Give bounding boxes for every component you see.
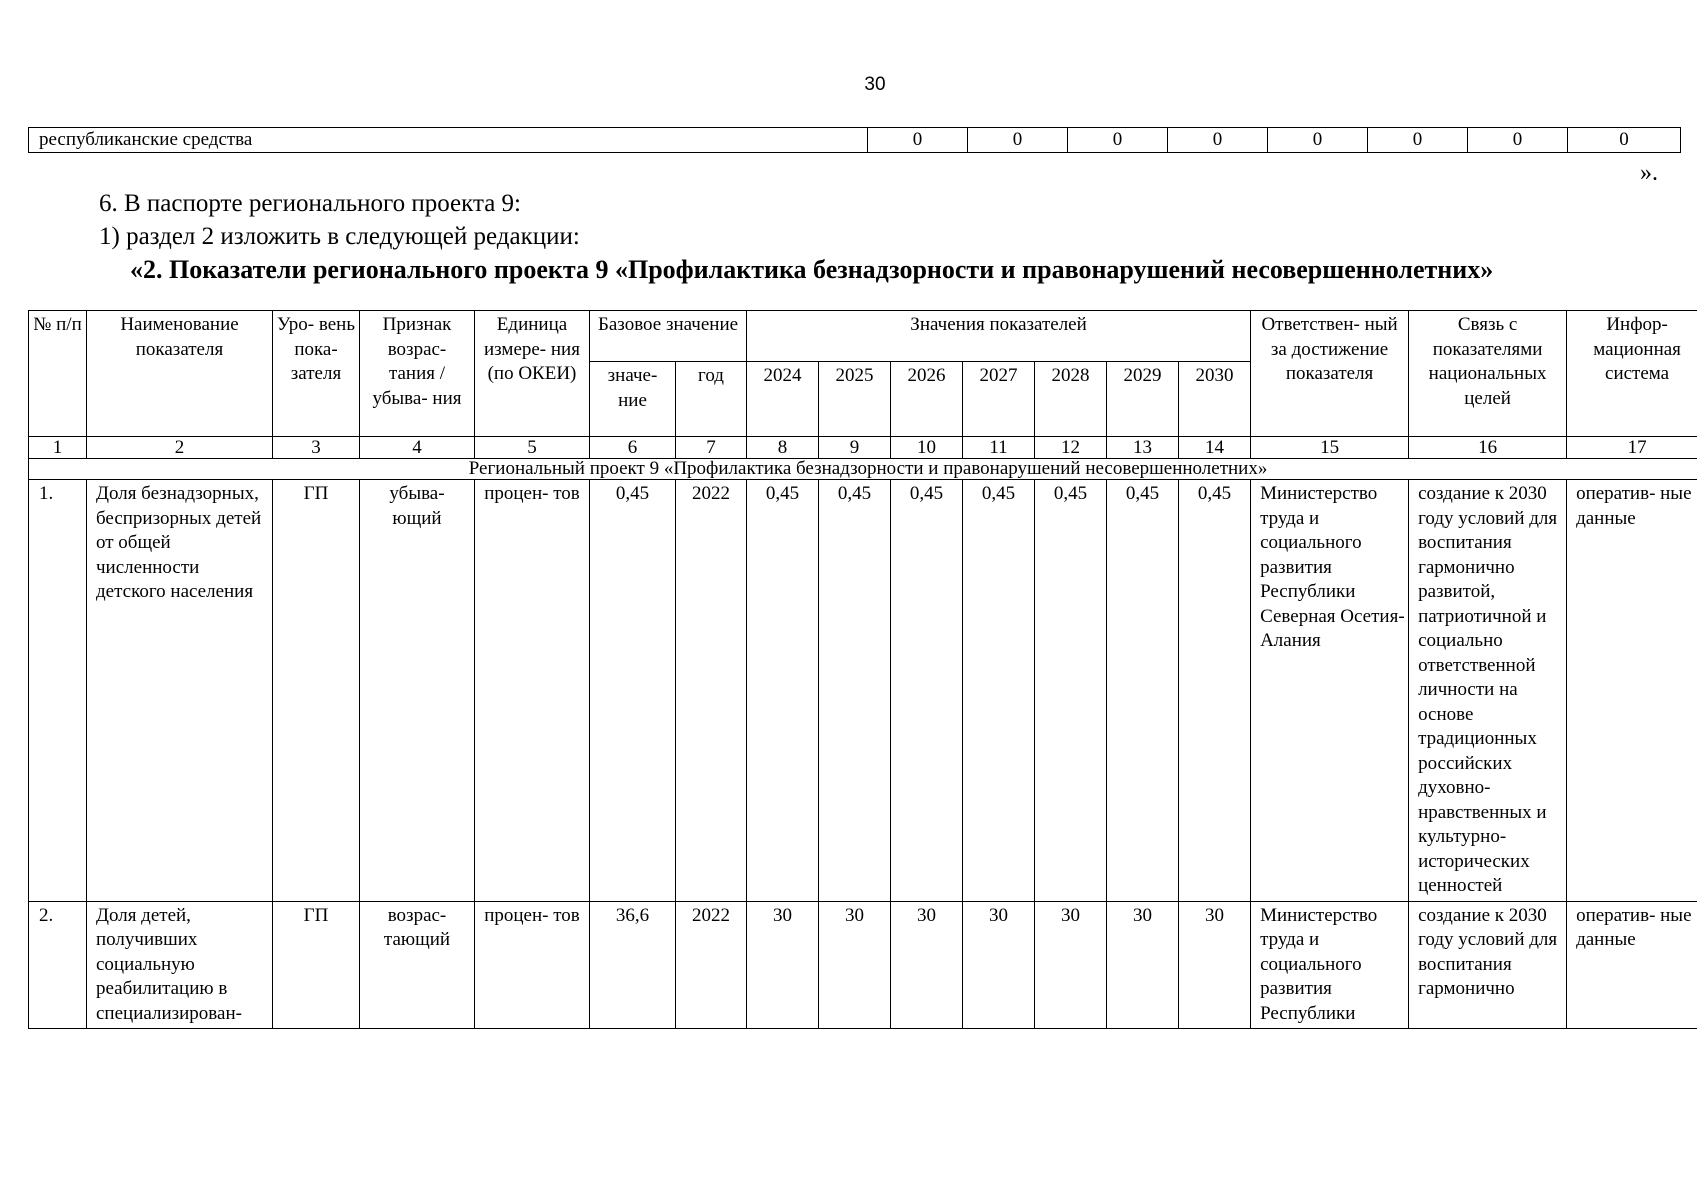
row-value: 30 <box>819 901 891 1029</box>
column-number: 13 <box>1107 437 1179 459</box>
header-name: Наименование показателя <box>87 311 273 437</box>
header-year: 2030 <box>1179 362 1251 437</box>
header-base: Базовое значение <box>590 311 747 362</box>
row-level: ГП <box>273 480 360 902</box>
row-unit: процен- тов <box>475 480 590 902</box>
header-year: 2026 <box>891 362 963 437</box>
row-value: 30 <box>1179 901 1251 1029</box>
funds-value: 0 <box>1268 128 1368 153</box>
column-number: 11 <box>963 437 1035 459</box>
page-number: 30 <box>864 74 886 95</box>
header-level: Уро- вень пока- зателя <box>273 311 360 437</box>
row-unit: процен- тов <box>475 901 590 1029</box>
header-num: № п/п <box>29 311 87 437</box>
row-base-value: 0,45 <box>590 480 676 902</box>
header-row <box>29 311 1697 362</box>
row-name: Доля детей, получивших социальную реабилитацию в специализирован- <box>87 901 273 1029</box>
header-national-goals: Связь с показателями национальных целей <box>1409 311 1567 437</box>
row-value: 30 <box>747 901 819 1029</box>
header-responsible: Ответствен- ный за достижение показателя <box>1251 311 1409 437</box>
header-base-year: год <box>676 362 747 437</box>
header-info-system: Инфор- мационная система <box>1567 311 1697 437</box>
row-value: 0,45 <box>1107 480 1179 902</box>
closing-quote: ». <box>1640 160 1658 186</box>
column-number: 8 <box>747 437 819 459</box>
funds-value: 0 <box>868 128 968 153</box>
funds-label: республиканские средства <box>29 128 868 153</box>
row-info-system: оператив- ные данные <box>1567 901 1697 1029</box>
row-value: 0,45 <box>1035 480 1107 902</box>
column-number: 6 <box>590 437 676 459</box>
funds-value: 0 <box>1368 128 1468 153</box>
row-national-goals: создание к 2030 году условий для воспитания гармонично <box>1409 901 1567 1029</box>
funds-table <box>28 127 1681 153</box>
funds-value: 0 <box>968 128 1068 153</box>
header-trend: Признак возрас- тания / убыва- ния <box>360 311 475 437</box>
row-value: 30 <box>891 901 963 1029</box>
header-year: 2029 <box>1107 362 1179 437</box>
column-number: 3 <box>273 437 360 459</box>
row-value: 30 <box>1035 901 1107 1029</box>
column-number: 14 <box>1179 437 1251 459</box>
column-number: 2 <box>87 437 273 459</box>
row-trend: убыва- ющий <box>360 480 475 902</box>
table-row <box>29 901 1697 1029</box>
header-year: 2027 <box>963 362 1035 437</box>
row-value: 0,45 <box>1179 480 1251 902</box>
column-number: 16 <box>1409 437 1567 459</box>
row-value: 0,45 <box>747 480 819 902</box>
row-num: 2. <box>29 901 87 1029</box>
row-value: 0,45 <box>819 480 891 902</box>
row-base-year: 2022 <box>676 901 747 1029</box>
row-value: 0,45 <box>963 480 1035 902</box>
column-number: 12 <box>1035 437 1107 459</box>
header-year: 2024 <box>747 362 819 437</box>
column-number: 10 <box>891 437 963 459</box>
paragraph-1: 1) раздел 2 изложить в следующей редакции: <box>99 223 580 250</box>
funds-value: 0 <box>1168 128 1268 153</box>
table-row <box>29 480 1697 902</box>
row-value: 0,45 <box>891 480 963 902</box>
row-info-system: оператив- ные данные <box>1567 480 1697 902</box>
header-year: 2028 <box>1035 362 1107 437</box>
row-num: 1. <box>29 480 87 902</box>
header-year: 2025 <box>819 362 891 437</box>
paragraph-6: 6. В паспорте регионального проекта 9: <box>99 190 521 217</box>
column-numbers-row <box>29 437 1697 459</box>
row-level: ГП <box>273 901 360 1029</box>
row-national-goals: создание к 2030 году условий для воспитания гармонично развитой, патриотичной и социально ответственной личности на основе традиционных российских духовно- нравственных и культурно- исторических ценностей <box>1409 480 1567 902</box>
project-title: Региональный проект 9 «Профилактика безнадзорности и правонарушений несовершеннолетних» <box>29 459 1697 480</box>
column-number: 4 <box>360 437 475 459</box>
table-row <box>29 128 1681 153</box>
header-unit: Единица измере- ния (по ОКЕИ) <box>475 311 590 437</box>
column-number: 5 <box>475 437 590 459</box>
row-value: 30 <box>1107 901 1179 1029</box>
project-title-row <box>29 459 1697 480</box>
header-values: Значения показателей <box>747 311 1251 362</box>
column-number: 9 <box>819 437 891 459</box>
column-number: 1 <box>29 437 87 459</box>
row-name: Доля безнадзорных, беспризорных детей от общей численности детского населения <box>87 480 273 902</box>
section-heading: «2. Показатели регионального проекта 9 «Профилактика безнадзорности и правонарушений несовершеннолетних» <box>130 255 1494 284</box>
funds-value: 0 <box>1468 128 1568 153</box>
row-trend: возрас- тающий <box>360 901 475 1029</box>
row-value: 30 <box>963 901 1035 1029</box>
row-base-value: 36,6 <box>590 901 676 1029</box>
header-base-value: значе- ние <box>590 362 676 437</box>
column-number: 15 <box>1251 437 1409 459</box>
column-number: 17 <box>1567 437 1697 459</box>
row-responsible: Министерство труда и социального развития Республики Северная Осетия- Алания <box>1251 480 1409 902</box>
funds-value: 0 <box>1568 128 1681 153</box>
indicators-table <box>28 310 1697 1029</box>
funds-value: 0 <box>1068 128 1168 153</box>
row-base-year: 2022 <box>676 480 747 902</box>
column-number: 7 <box>676 437 747 459</box>
row-responsible: Министерство труда и социального развития Республики <box>1251 901 1409 1029</box>
